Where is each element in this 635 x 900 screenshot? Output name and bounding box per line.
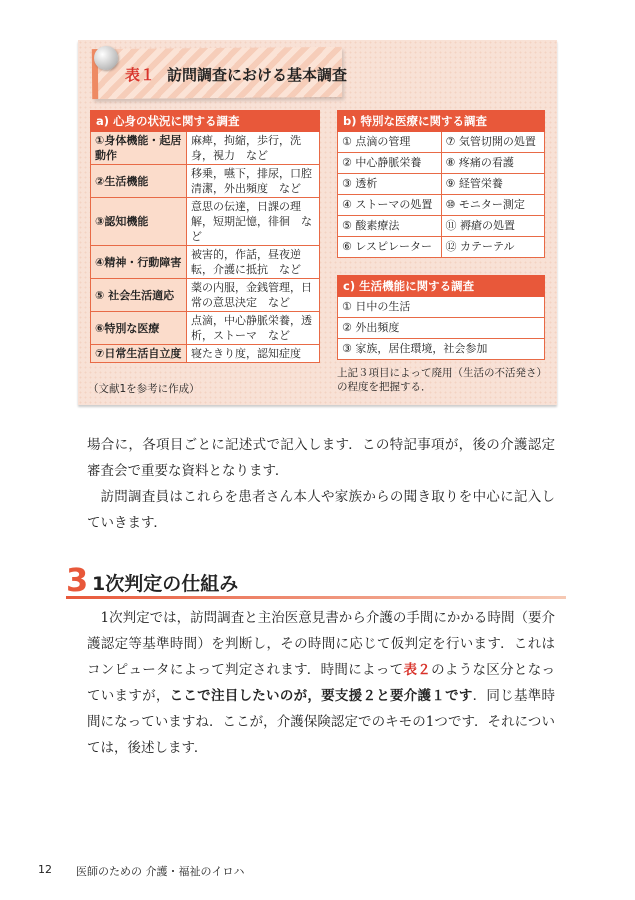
table-row: ⑤ 酸素療法 ⑪ 褥瘡の処置 [338,216,545,237]
body-paragraph: 場合に，各項目ごとに記述式で記入します．この特記事項が，後の介護認定審査会で重要な資料となります． [87,437,555,479]
table-reference: 表２ [403,662,432,678]
table-row: ③ 家族，居住環境，社会参加 [338,339,545,360]
table-c [337,275,545,360]
pushpin-icon [94,46,118,70]
table-row: ①身体機能・起居動作 麻痺，拘縮，歩行，洗身，視力 など [91,132,320,165]
table-title: 表１ 訪問調査における基本調査 [125,66,348,84]
table-row: ④精神・行動障害 被害的，作話，昼夜逆転，介護に抵抗 など [91,246,320,279]
page-number: 12 [38,863,52,876]
table-row: ① 点滴の管理 ⑦ 気管切開の処置 [338,132,545,153]
table-row: ② 中心静脈栄養 ⑧ 疼痛の看護 [338,153,545,174]
table-row: ②生活機能 移乗，嚥下，排尿，口腔清潔，外出頻度 など [91,165,320,198]
emphasis: ここで注目したいのが，要支援２と要介護１です [169,688,473,704]
body-paragraph: 訪問調査員はこれらを患者さん本人や家族からの聞き取りを中心に記入していきます． [87,489,555,531]
section-title: 1次判定の仕組み [92,573,239,595]
body-paragraph: 1次判定では，訪問調査と主治医意見書から介護の手間にかかる時間（要介護認定等基準時間）を判断し，その時間に応じて仮判定を行います．これはコンピュータによって判定されます．時間によって表２のような区分となっていますが，ここで注目したいのが，要支援２と要介護１です．同じ基準時間になっていますね．ここが，介護保険認定でのキモの1つです．それについては，後述します． [87,610,556,756]
table-source: （文献1を参考に作成） [88,383,200,395]
table-row: ⑤ 社会生活適応 薬の内服，金銭管理，日常の意思決定 など [91,279,320,312]
book-title: 医師のための 介護・福祉のイロハ [76,865,245,878]
table-row: ③認知機能 意思の伝達，日課の理解，短期記憶，徘徊 など [91,198,320,246]
table-a-header: a) 心身の状況に関する調査 [91,111,320,132]
table-row: ⑥特別な医療 点滴，中心静脈栄養，透析，ストーマ など [91,312,320,345]
table-note: 上記３項目によって廃用（生活の不活発さ）の程度を把握する． [337,367,547,393]
table-row: ④ ストーマの処置 ⑩ モニター測定 [338,195,545,216]
table-row: ① 日中の生活 [338,297,545,318]
section-number: 3 [66,561,89,599]
table-b [337,110,545,258]
table-b-header: b) 特別な医療に関する調査 [338,111,545,132]
table-row: ③ 透析 ⑨ 経管栄養 [338,174,545,195]
table-row: ⑦日常生活自立度 寝たきり度，認知症度 [91,345,320,363]
table-row: ② 外出頻度 [338,318,545,339]
table-row: ⑥ レスピレーター ⑫ カテーテル [338,237,545,258]
table-a [90,110,320,363]
table-c-header: c) 生活機能に関する調査 [338,276,545,297]
section-heading [66,561,566,599]
